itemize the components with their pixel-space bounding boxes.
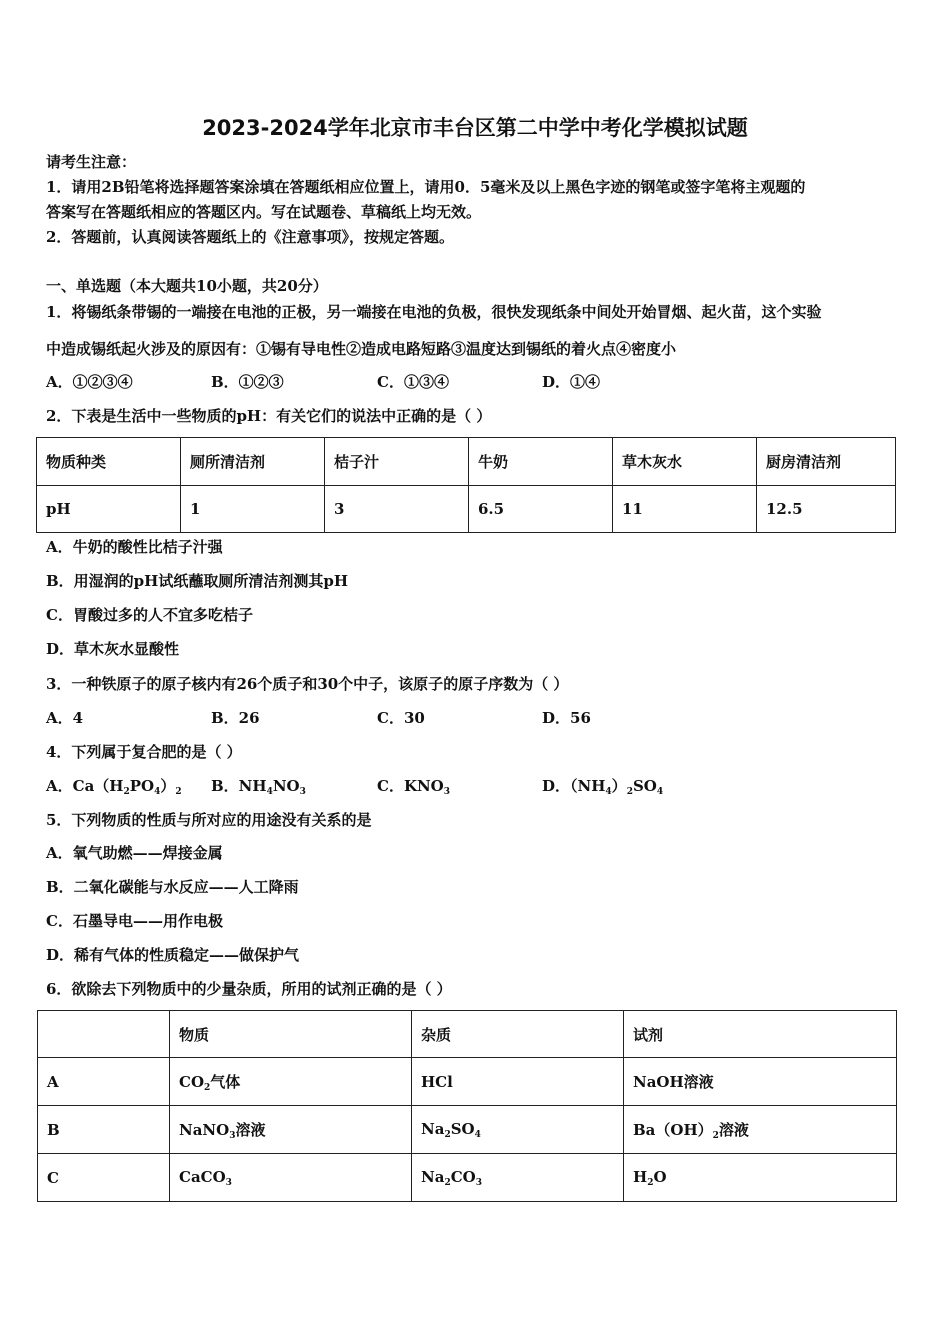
impurity-table bbox=[37, 1010, 897, 1202]
ph-table-header-cell: 牛奶 bbox=[469, 438, 613, 486]
ph-table-header-cell: 草木灰水 bbox=[613, 438, 757, 486]
section-heading: 一、单选题（本大题共10小题，共20分） bbox=[46, 277, 328, 295]
q5-option-a: A．氧气助燃——焊接金属 bbox=[46, 844, 223, 862]
q5-option-c: C．石墨导电——用作电极 bbox=[46, 912, 223, 930]
impurity-table-row-a bbox=[38, 1058, 897, 1106]
q2-option-d: D．草木灰水显酸性 bbox=[46, 640, 180, 658]
q5-stem: 5．下列物质的性质与所对应的用途没有关系的是 bbox=[46, 811, 372, 829]
ph-table-header-row bbox=[37, 438, 896, 486]
ph-table-cell: 12.5 bbox=[757, 486, 896, 533]
ph-table-header-cell: 厕所清洁剂 bbox=[181, 438, 325, 486]
q1-option-c: C．①③④ bbox=[377, 373, 449, 391]
impurity-table-header-cell: 试剂 bbox=[624, 1011, 897, 1058]
ph-table-cell: 11 bbox=[613, 486, 757, 533]
q1-option-b: B．①②③ bbox=[211, 373, 284, 391]
q1-stem-line-1: 1．将锡纸条带锡的一端接在电池的正极，另一端接在电池的负极，很快发现纸条中间处开始冒烟、起火苗，这个实验 bbox=[46, 303, 822, 321]
q5-option-b: B．二氧化碳能与水反应——人工降雨 bbox=[46, 878, 299, 896]
q3-stem: 3．一种铁原子的原子核内有26个质子和30个中子，该原子的原子序数为（ ） bbox=[46, 675, 569, 693]
impurity-table-cell: $H_2O$ bbox=[624, 1154, 897, 1202]
impurity-table-cell: CaCO$_3$ bbox=[170, 1154, 412, 1202]
impurity-table-row-b bbox=[38, 1106, 897, 1154]
impurity-table-cell: NaOH溶液 bbox=[624, 1058, 897, 1106]
impurity-table-cell: $Na_2CO_3$ bbox=[412, 1154, 624, 1202]
q4-option-d: D．$(NH_4)_2SO_4$ bbox=[542, 777, 664, 797]
impurity-table-label: A bbox=[38, 1058, 170, 1106]
q3-option-c: C．30 bbox=[377, 709, 425, 727]
impurity-table-cell: HCl bbox=[412, 1058, 624, 1106]
q5-option-d: D．稀有气体的性质稳定——做保护气 bbox=[46, 946, 300, 964]
impurity-table-cell: NaNO$_3$溶液 bbox=[170, 1106, 412, 1154]
impurity-table-cell: $Na_2SO_4$ bbox=[412, 1106, 624, 1154]
q3-option-a: A．4 bbox=[46, 709, 84, 727]
impurity-table-header-row bbox=[38, 1011, 897, 1058]
ph-table-cell: pH bbox=[37, 486, 181, 533]
ph-table-header-cell: 桔子汁 bbox=[325, 438, 469, 486]
ph-table-header-cell: 物质种类 bbox=[37, 438, 181, 486]
q3-option-d: D．56 bbox=[542, 709, 591, 727]
impurity-table-header-cell bbox=[38, 1011, 170, 1058]
ph-table-cell: 1 bbox=[181, 486, 325, 533]
impurity-table-label: B bbox=[38, 1106, 170, 1154]
impurity-table-label: C bbox=[38, 1154, 170, 1202]
ph-table-cell: 6.5 bbox=[469, 486, 613, 533]
q3-option-b: B．26 bbox=[211, 709, 260, 727]
impurity-table-cell: $Ba(OH)_2$溶液 bbox=[624, 1106, 897, 1154]
notice-line-2: 答案写在答题纸相应的答题区内。写在试题卷、草稿纸上均无效。 bbox=[46, 203, 482, 221]
q1-stem-line-2: 中造成锡纸起火涉及的原因有：①锡有导电性②造成电路短路③温度达到锡纸的着火点④密度小 bbox=[46, 340, 677, 358]
impurity-table-header-cell: 杂质 bbox=[412, 1011, 624, 1058]
impurity-table-row-c bbox=[38, 1154, 897, 1202]
notice-line-3: 2．答题前，认真阅读答题纸上的《注意事项》，按规定答题。 bbox=[46, 228, 454, 246]
q2-stem: 2．下表是生活中一些物质的pH：有关它们的说法中正确的是（ ） bbox=[46, 407, 492, 425]
notice-line-1: 1．请用2B铅笔将选择题答案涂填在答题纸相应位置上，请用0．5毫米及以上黑色字迹的钢笔或签字笔将主观题的 bbox=[46, 178, 806, 196]
q2-option-c: C．胃酸过多的人不宜多吃桔子 bbox=[46, 606, 253, 624]
ph-table-header-cell: 厨房清洁剂 bbox=[757, 438, 896, 486]
q2-option-a: A．牛奶的酸性比桔子汁强 bbox=[46, 538, 223, 556]
ph-table-value-row bbox=[37, 486, 896, 533]
q6-stem: 6．欲除去下列物质中的少量杂质，所用的试剂正确的是（ ） bbox=[46, 980, 452, 998]
q1-option-a: A．①②③④ bbox=[46, 373, 133, 391]
q4-stem: 4．下列属于复合肥的是（ ） bbox=[46, 743, 242, 761]
ph-table-cell: 3 bbox=[325, 486, 469, 533]
ph-table bbox=[36, 437, 896, 533]
page-title: 2023-2024学年北京市丰台区第二中学中考化学模拟试题 bbox=[202, 116, 748, 140]
q4-option-a: A．$Ca(H_2PO_4)_2$ bbox=[46, 777, 182, 797]
q1-option-d: D．①④ bbox=[542, 373, 601, 391]
q4-option-b: B．$NH_4NO_3$ bbox=[211, 777, 306, 797]
notice-heading: 请考生注意： bbox=[46, 153, 137, 171]
impurity-table-header-cell: 物质 bbox=[170, 1011, 412, 1058]
q2-option-b: B．用湿润的pH试纸蘸取厕所清洁剂测其pH bbox=[46, 572, 349, 590]
impurity-table-cell: $CO_2$气体 bbox=[170, 1058, 412, 1106]
q4-option-c: C．$KNO_3$ bbox=[377, 777, 451, 797]
